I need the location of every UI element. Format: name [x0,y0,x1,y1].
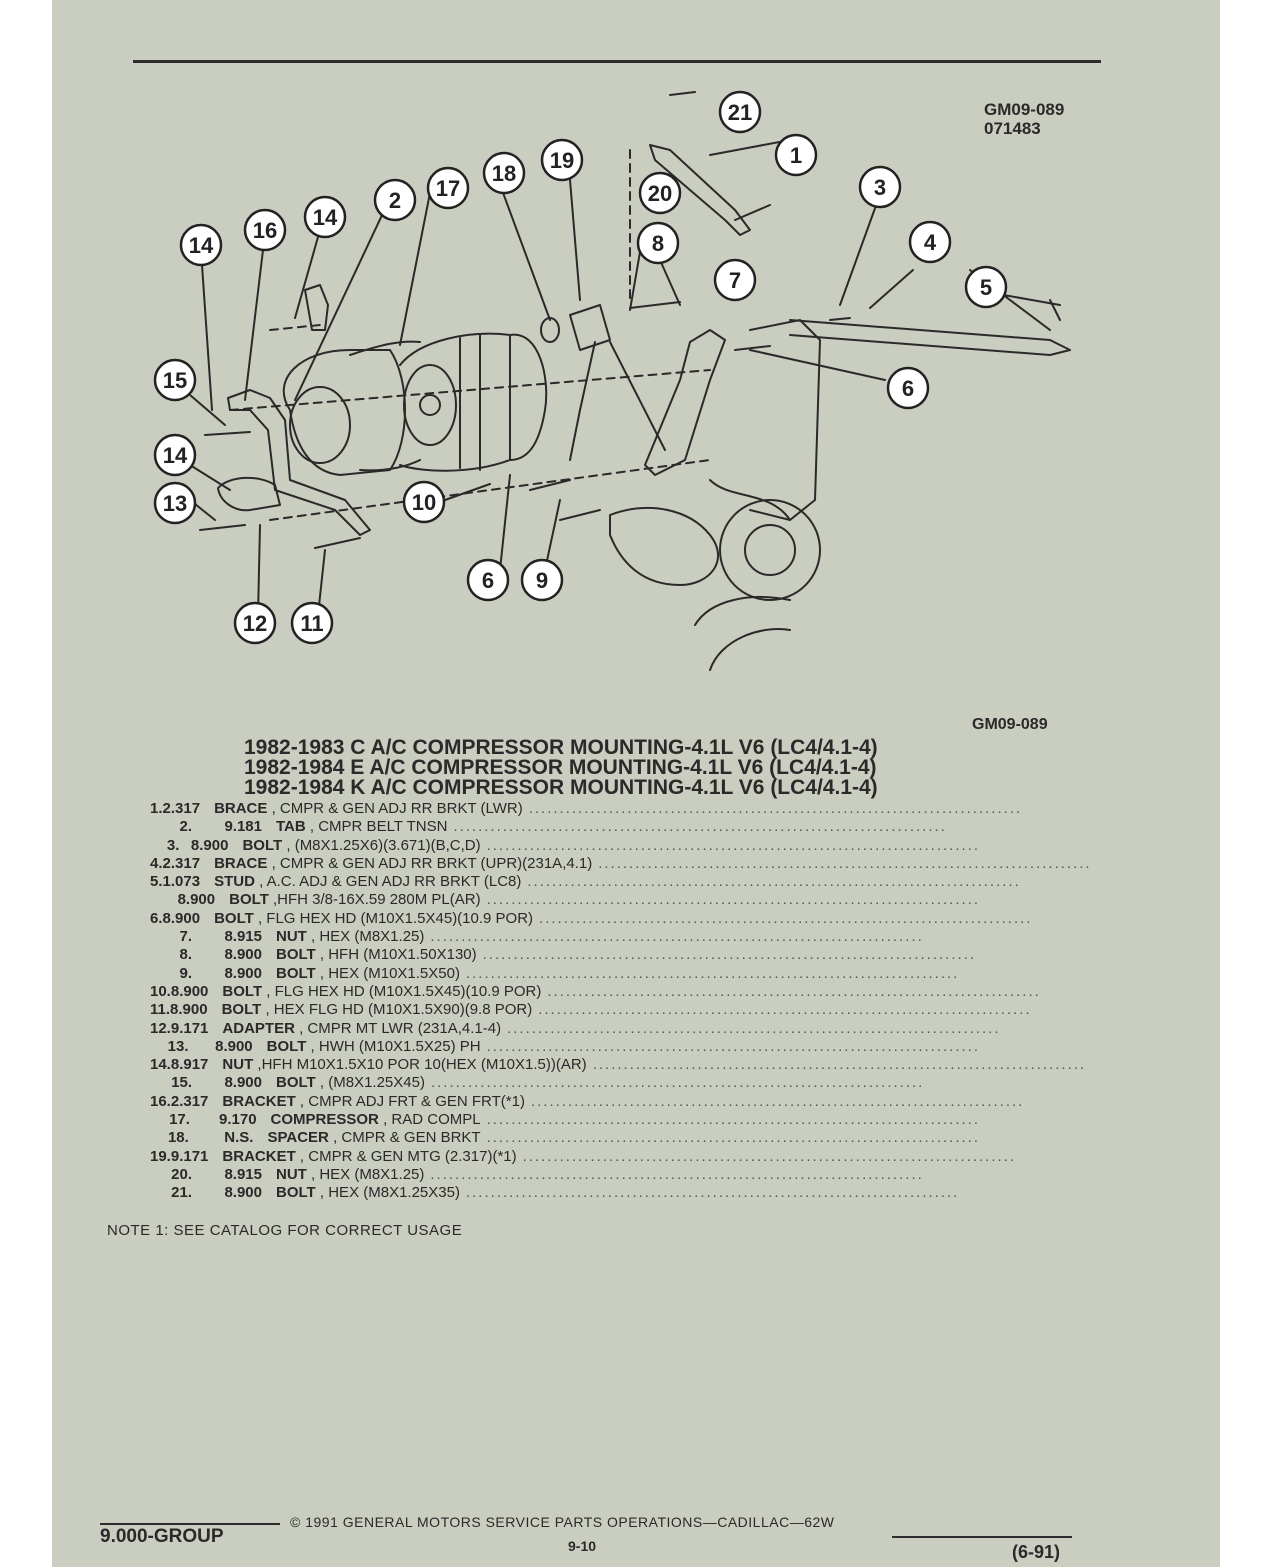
part-name: BOLT [214,909,254,927]
part-name: BRACE [214,800,268,817]
part-number: 13. [167,1037,189,1055]
part-detail: , HEX (M8X1.25X35) [319,1184,460,1202]
callout-14 [181,225,221,265]
group-code: N.S. [224,1129,254,1147]
callout-18 [484,153,524,193]
part-detail: ,HFH M10X1.5X10 POR 10(HEX (M10X1.5))(AR) [257,1056,587,1074]
parts-row [150,1111,980,1129]
dot-leader: ................................................................................ [530,1092,1025,1110]
group-code: 2.317 [170,1092,209,1110]
part-description [208,983,541,1001]
group-code: 8.900 [215,1037,253,1055]
group-code: 9.170 [219,1111,257,1129]
dot-leader: ................................................................................ [453,818,947,836]
part-name: BOLT [221,1001,262,1019]
group-code: 1.073 [162,873,201,891]
callout-10 [404,482,444,522]
parts-row [150,982,1041,1001]
part-number: 20. [171,1165,192,1183]
part-number: 6. [150,909,163,927]
parts-row [150,1019,1001,1038]
parts-row [150,946,980,964]
part-number: 18. [167,1129,189,1147]
part-number: 21. [171,1184,192,1202]
group-code: 9.181 [224,818,262,836]
svg-text:11: 11 [300,611,324,636]
group-code: 8.900 [177,891,216,909]
part-description [208,1093,525,1111]
part-number: 9. [179,964,192,982]
group-code: 9.171 [170,1147,209,1165]
part-number: 3. [166,836,180,854]
part-name: BRACKET [222,1147,296,1165]
part-number: 5. [150,873,163,891]
svg-text:6: 6 [481,568,495,593]
part-name: BOLT [276,964,316,982]
svg-text:15: 15 [162,368,188,393]
part-detail: , FLG HEX HD (M10X1.5X45)(10.9 POR) [266,982,542,1000]
part-name: BOLT [276,946,316,964]
part-description [262,1166,424,1184]
part-number: 11. [150,1001,171,1019]
parts-row [150,909,1033,928]
parts-row [150,818,980,836]
part-description [215,891,480,909]
part-number: 12. [150,1019,171,1037]
callout-1 [776,135,816,175]
part-description [200,800,523,818]
dot-leader: ................................................................................ [527,873,1021,891]
svg-text:8: 8 [651,231,665,256]
dot-leader: ................................................................................ [592,1056,1087,1074]
svg-text:18: 18 [491,161,517,186]
part-detail: , HEX (M8X1.25) [311,928,425,946]
part-number: 1. [150,800,163,817]
part-number: 8. [179,946,192,964]
group-code: 8.900 [224,1184,262,1202]
callout-14 [155,435,195,475]
part-number: 17. [169,1111,190,1129]
parts-row [150,1129,980,1147]
part-name: STUD [214,873,255,891]
svg-text:7: 7 [728,268,742,293]
part-number: 4. [150,854,163,872]
callout-4 [910,222,950,262]
title-line: 1982-1984 K A/C COMPRESSOR MOUNTING-4.1L V6 (LC4/4.1-4) [244,776,878,799]
group-code: 8.915 [224,928,262,946]
part-detail: , A.C. ADJ & GEN ADJ RR BRKT (LC8) [259,873,522,891]
exploded-diagram [150,80,1090,690]
dot-leader: ................................................................................ [430,928,924,946]
part-detail: , CMPR & GEN ADJ RR BRKT (LWR) [271,800,523,817]
svg-text:2: 2 [388,188,402,213]
part-description [208,1148,516,1166]
callout-11 [292,603,332,643]
svg-text:4: 4 [923,230,937,255]
part-description [200,855,592,873]
part-description [257,1111,481,1129]
part-detail: , CMPR & GEN MTG (2.317)(*1) [299,1147,517,1165]
svg-text:3: 3 [873,175,887,200]
callout-12 [235,603,275,643]
svg-text:9: 9 [535,568,549,593]
dot-leader: ................................................................................ [430,1165,924,1183]
parts-row [150,965,980,983]
group-code: 8.900 [190,836,229,854]
callout-16 [245,210,285,250]
copyright: © 1991 GENERAL MOTORS SERVICE PARTS OPERATIONS—CADILLAC—62W [290,1514,835,1530]
callout-19 [542,140,582,180]
part-number: 10. [150,982,171,1000]
part-name: BOLT [242,836,283,854]
svg-text:14: 14 [162,443,188,468]
callout-2 [375,180,415,220]
dot-leader: ................................................................................ [528,800,1023,817]
parts-row [150,1166,980,1184]
footer-rule-left [100,1523,280,1525]
part-name: BOLT [222,982,263,1000]
title-line: 1982-1983 C A/C COMPRESSOR MOUNTING-4.1L V6 (LC4/4.1-4) [244,736,878,759]
dot-leader: ................................................................................ [486,836,980,854]
parts-row [150,1038,980,1056]
dot-leader: ................................................................................ [486,1129,980,1147]
ref-code-bottom: GM09-089 [972,716,1048,733]
dot-leader: ................................................................................ [486,1037,980,1055]
svg-text:10: 10 [411,490,437,515]
part-description [262,1184,460,1202]
dot-leader: ................................................................................ [538,1001,1032,1019]
dot-leader: ................................................................................ [539,909,1033,927]
part-name: BRACE [214,854,268,872]
parts-row [150,1074,980,1092]
svg-text:13: 13 [162,491,188,516]
callout-20 [640,173,680,213]
part-detail: , RAD COMPL [383,1111,481,1129]
page-number: 9-10 [568,1538,597,1554]
parts-row [150,1184,980,1202]
svg-text:21: 21 [727,100,753,125]
group-code: 2.317 [162,800,201,817]
part-detail: , CMPR & GEN ADJ RR BRKT (UPR)(231A,4.1) [271,854,593,872]
part-number: 19. [150,1147,171,1165]
part-name: BRACKET [222,1092,296,1110]
dot-leader: ................................................................................ [486,891,980,909]
group-code: 8.917 [170,1056,209,1074]
callout-9 [522,560,562,600]
part-name: COMPRESSOR [270,1111,379,1129]
callout-13 [155,483,195,523]
section-titles [244,738,878,798]
part-name: NUT [276,1165,307,1183]
part-description [208,1001,533,1019]
part-description [262,965,460,983]
parts-row [150,800,1023,818]
part-number: 15. [171,1074,192,1092]
part-name: BOLT [276,1074,316,1092]
svg-text:16: 16 [252,218,278,243]
svg-text:5: 5 [979,275,993,300]
svg-text:1: 1 [789,143,803,168]
callout-6 [468,560,508,600]
group-code: 8.900 [224,946,262,964]
part-detail: , HEX (M8X1.25) [311,1165,425,1183]
group-code: 9.171 [170,1019,209,1037]
ref-date: 071483 [984,119,1041,138]
callout-14 [305,197,345,237]
footer-rule-right [892,1536,1072,1538]
svg-text:17: 17 [435,176,461,201]
part-name: NUT [276,928,307,946]
part-description [200,873,521,891]
part-detail: , HEX (M10X1.5X50) [319,964,460,982]
svg-text:14: 14 [188,233,214,258]
part-description [253,1129,480,1147]
part-description [253,1038,481,1056]
parts-row [150,1147,1017,1166]
group-code: 8.900 [162,909,201,927]
svg-text:12: 12 [242,611,268,636]
part-number [150,891,174,909]
parts-row [150,837,980,855]
part-detail: , CMPR ADJ FRT & GEN FRT(*1) [299,1092,525,1110]
part-description [208,1056,586,1074]
dot-leader: ................................................................................ [507,1019,1001,1037]
parts-row [150,891,980,909]
parts-row [150,854,1092,873]
group-code: 8.900 [224,964,262,982]
part-description [262,946,477,964]
part-name: NUT [222,1056,254,1074]
part-detail: , CMPR & GEN BRKT [333,1129,481,1147]
part-number: 16. [150,1092,171,1110]
revision-date: (6-91) [1012,1542,1061,1562]
callout-21 [720,92,760,132]
parts-row [150,1056,1087,1074]
parts-row [150,1092,1025,1111]
callout-17 [428,168,468,208]
part-name: BOLT [229,891,269,909]
part-detail: , HEX FLG HD (M10X1.5X90)(9.8 POR) [265,1001,533,1019]
callout-8 [638,223,678,263]
dot-leader: ................................................................................ [598,854,1092,872]
title-line: 1982-1984 E A/C COMPRESSOR MOUNTING-4.1L V6 (LC4/4.1-4) [244,756,877,779]
ref-code: GM09-089 [984,100,1065,119]
parts-row [150,873,1021,891]
svg-text:6: 6 [901,376,915,401]
callout-15 [155,360,195,400]
callout-5 [966,267,1006,307]
part-description [262,818,447,836]
part-number: 14. [150,1056,171,1074]
part-detail: , (M8X1.25X6)(3.671)(B,C,D) [286,836,481,854]
group-code: 8.915 [224,1165,262,1183]
part-number: 2. [179,818,192,836]
svg-text:19: 19 [549,148,575,173]
part-description [200,910,533,928]
callout-group [155,92,1006,643]
group-label: 9.000-GROUP [100,1526,224,1547]
part-description [208,1020,501,1038]
group-code: 8.900 [224,1074,262,1092]
group-code: 8.900 [170,982,209,1000]
dot-leader: ................................................................................ [486,1111,980,1129]
dot-leader: ................................................................................ [547,982,1041,1000]
part-detail: , HFH (M10X1.50X130) [319,946,477,964]
part-detail: , CMPR MT LWR (231A,4.1-4) [299,1019,502,1037]
part-detail: , (M8X1.25X45) [319,1074,425,1092]
part-name: TAB [276,818,306,836]
part-detail: , HWH (M10X1.5X25) PH [310,1037,481,1055]
part-name: SPACER [267,1129,329,1147]
dot-leader: ................................................................................ [465,1184,960,1202]
top-rule [133,60,1101,63]
dot-leader: ................................................................................ [482,946,977,964]
svg-text:14: 14 [312,205,338,230]
callout-7 [715,260,755,300]
part-description [262,928,424,946]
part-name: BOLT [266,1037,307,1055]
group-code: 8.900 [170,1001,208,1019]
callout-6 [888,368,928,408]
part-name: ADAPTER [222,1019,295,1037]
part-detail: ,HFH 3/8-16X.59 280M PL(AR) [273,891,481,909]
svg-text:20: 20 [647,181,673,206]
parts-row [150,928,980,946]
footnote: NOTE 1: SEE CATALOG FOR CORRECT USAGE [107,1222,463,1239]
dot-leader: ................................................................................ [465,964,960,982]
parts-list [150,800,1092,1203]
part-name: BOLT [276,1184,316,1202]
part-description [228,837,480,855]
part-detail: , FLG HEX HD (M10X1.5X45)(10.9 POR) [257,909,534,927]
callout-3 [860,167,900,207]
dot-leader: ................................................................................ [430,1074,925,1092]
part-description [262,1074,425,1092]
part-detail: , CMPR BELT TNSN [309,818,448,836]
dot-leader: ................................................................................ [522,1147,1017,1165]
parts-row [150,1001,1032,1019]
group-code: 2.317 [162,854,201,872]
part-number: 7. [179,928,192,946]
